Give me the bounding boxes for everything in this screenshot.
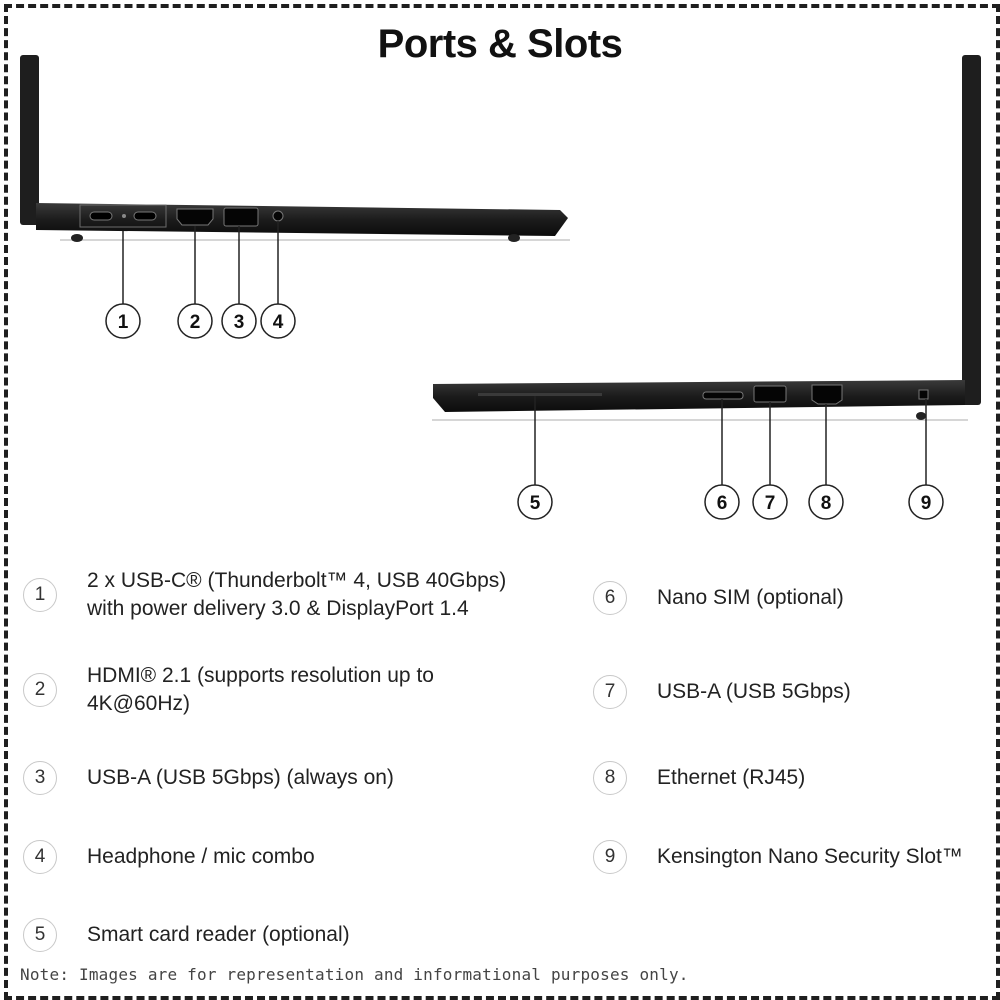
callout-5 [518,485,552,519]
nano-sim-slot [703,392,743,399]
usb-a-port [224,208,258,226]
spec-item-4 [23,840,315,874]
spec-description: USB-A (USB 5Gbps) [657,680,851,703]
laptop-left-lid [20,55,39,225]
spec-number-badge: 6 [593,581,627,615]
svg-text:8: 8 [820,493,832,514]
spec-number-badge: 1 [23,578,57,612]
spec-number-badge: 8 [593,761,627,795]
spec-description: Headphone / mic combo [87,845,315,868]
spec-item-2 [23,662,434,718]
page-title: Ports & Slots [377,22,623,66]
spec-description: Nano SIM (optional) [657,586,844,609]
spec-description: Smart card reader (optional) [87,923,350,946]
spec-number-badge: 2 [23,673,57,707]
svg-text:1: 1 [117,312,129,333]
spec-number-badge: 5 [23,918,57,952]
usb-c-port-1 [90,212,112,220]
callout-9 [909,485,943,519]
spec-number-badge: 3 [23,761,57,795]
usb-c-port-2 [134,212,156,220]
headphone-jack [273,211,283,221]
laptop-left-base [36,203,568,236]
spec-number-badge: 9 [593,840,627,874]
spec-number-badge: 7 [593,675,627,709]
svg-text:2: 2 [189,312,201,333]
spec-item-1 [23,567,506,623]
disclaimer-footnote: Note: Images are for representation and informational purposes only. [20,965,689,984]
callout-2 [178,304,212,338]
spec-item-5 [23,918,350,952]
callout-4 [261,304,295,338]
svg-text:5: 5 [529,493,541,514]
svg-text:7: 7 [764,493,776,514]
spec-number-badge: 4 [23,840,57,874]
spec-item-8 [593,761,805,795]
callout-7 [753,485,787,519]
svg-text:3: 3 [233,312,245,333]
ethernet-port [812,385,842,404]
svg-text:9: 9 [920,493,932,514]
spec-item-6 [593,581,844,615]
smart-card-slot [478,393,602,396]
spec-description: 2 x USB-C® (Thunderbolt™ 4, USB 40Gbps) with power delivery 3.0 & DisplayPort 1.4 [87,569,507,620]
spec-item-9 [593,840,963,874]
callout-1 [106,304,140,338]
spec-description: Kensington Nano Security Slot™ [657,845,963,868]
callout-6 [705,485,739,519]
laptop-left-side-image [20,55,570,242]
spec-item-7 [593,675,851,709]
kensington-slot [919,390,928,399]
svg-text:6: 6 [716,493,728,514]
callout-8 [809,485,843,519]
spec-item-3 [23,761,394,795]
hdmi-port [177,209,213,225]
usb-a-port-right [754,386,786,402]
laptop-right-lid [962,55,981,405]
spec-description: HDMI® 2.1 (supports resolution up to 4K@60Hz) [87,664,434,715]
spec-description: Ethernet (RJ45) [657,766,806,789]
svg-text:4: 4 [272,312,284,333]
spec-description: USB-A (USB 5Gbps) (always on) [87,766,394,789]
callout-3 [222,304,256,338]
